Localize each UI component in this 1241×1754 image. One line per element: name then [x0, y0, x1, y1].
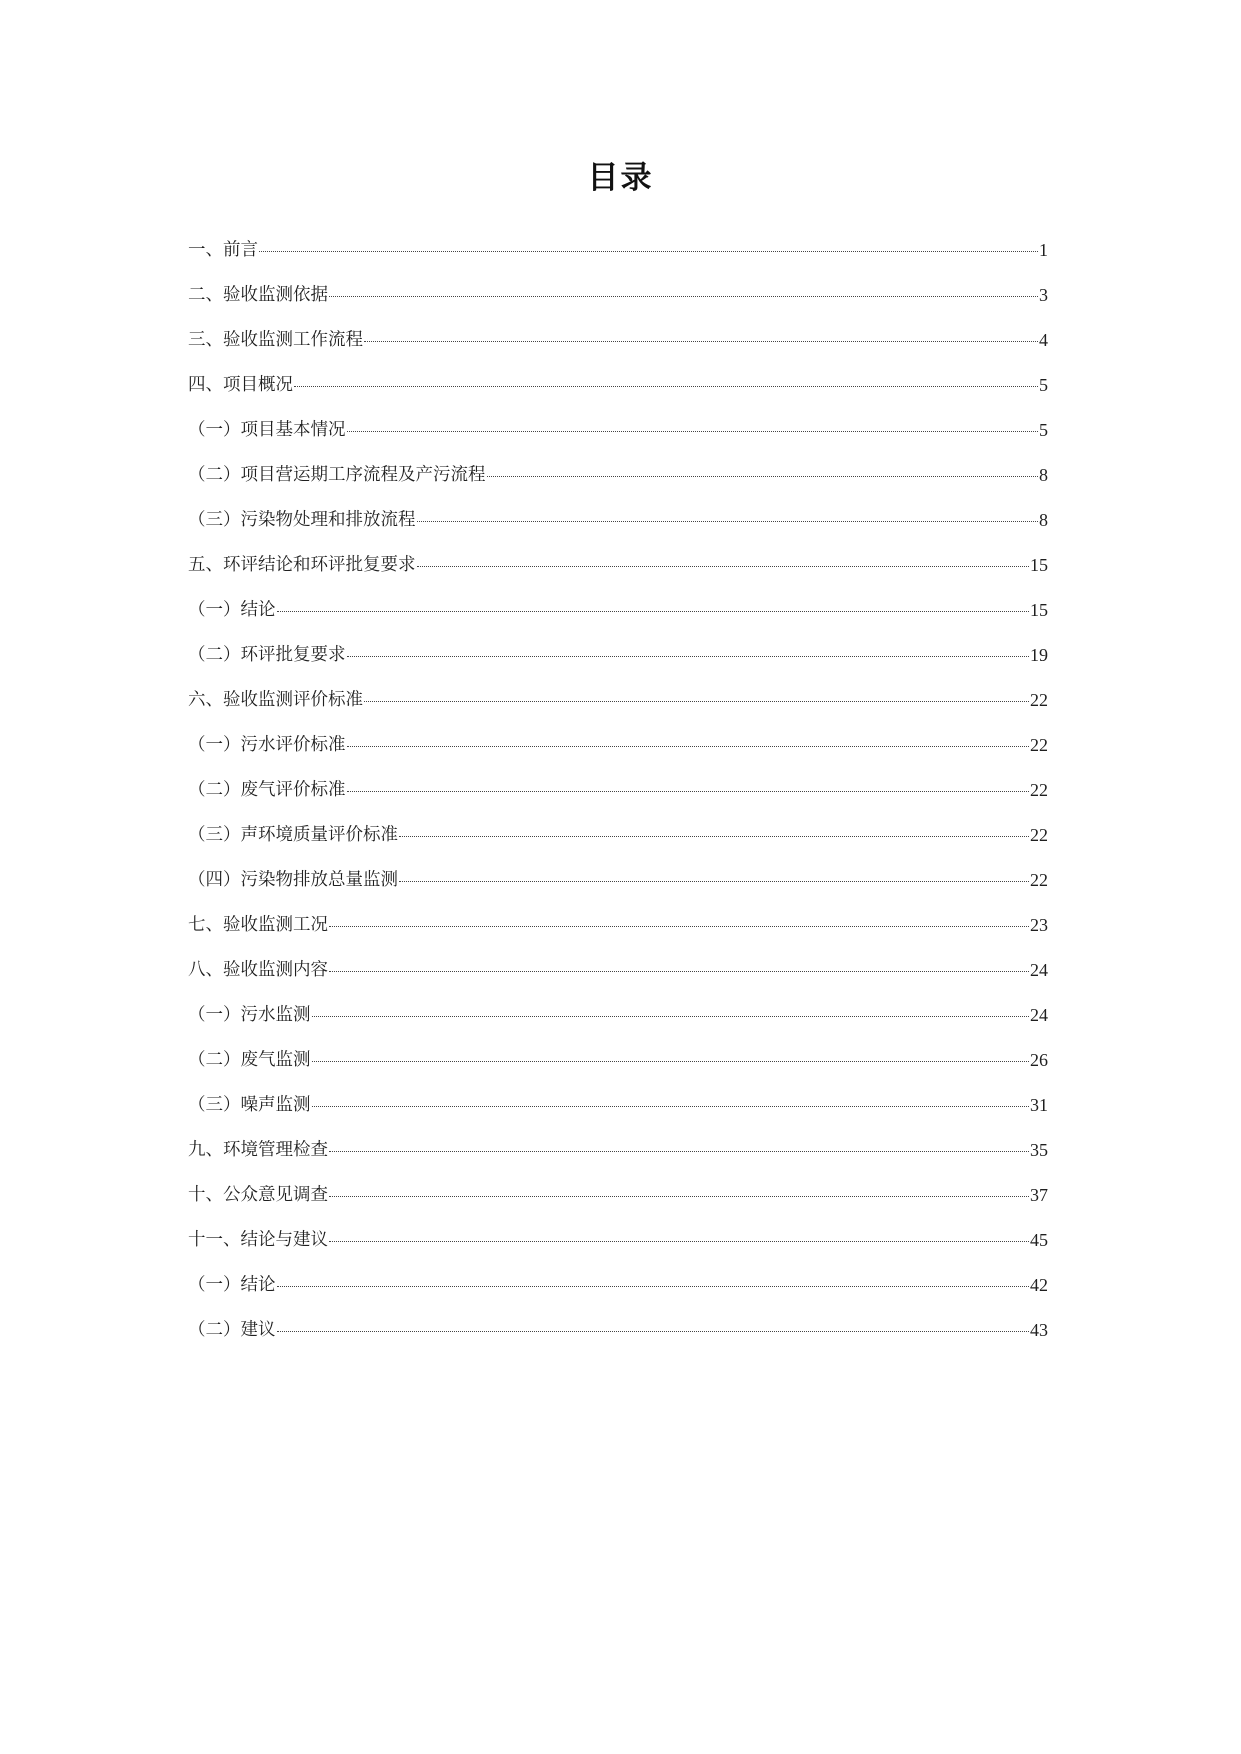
toc-entry-page-number: 4 [1039, 330, 1048, 350]
toc-entry[interactable] [188, 711, 1048, 756]
toc-entry-page-number: 8 [1039, 510, 1048, 530]
toc-dot-leader [312, 1061, 1030, 1062]
toc-entry-label: （三）污染物处理和排放流程 [188, 510, 416, 530]
toc-entry-label: 十一、结论与建议 [188, 1230, 328, 1250]
toc-entry-label: （一）污水监测 [188, 1005, 311, 1025]
toc-dot-leader [347, 746, 1030, 747]
toc-entry-page-number: 42 [1030, 1275, 1048, 1295]
toc-entry-label: 八、验收监测内容 [188, 960, 328, 980]
toc-entry[interactable] [188, 621, 1048, 666]
toc-entry-page-number: 15 [1030, 555, 1048, 575]
toc-dot-leader [364, 341, 1038, 342]
toc-entry-label: （三）声环境质量评价标准 [188, 825, 398, 845]
toc-entry-page-number: 43 [1030, 1320, 1048, 1340]
toc-entry[interactable] [188, 576, 1048, 621]
page-title: 目录 [587, 160, 654, 196]
toc-entry-label: 六、验收监测评价标准 [188, 690, 363, 710]
toc-dot-leader [294, 386, 1038, 387]
toc-entry-label: 一、前言 [188, 240, 258, 260]
toc-entry-page-number: 8 [1039, 465, 1048, 485]
toc-dot-leader [277, 1286, 1030, 1287]
toc-entry[interactable] [188, 441, 1048, 486]
toc-dot-leader [399, 881, 1029, 882]
toc-dot-leader [417, 566, 1030, 567]
toc-entry-label: （一）结论 [188, 1275, 276, 1295]
toc-entry-page-number: 15 [1030, 600, 1048, 620]
toc-entry-page-number: 22 [1030, 825, 1048, 845]
toc-entry-page-number: 22 [1030, 690, 1048, 710]
toc-entry-label: （二）建议 [188, 1320, 276, 1340]
toc-dot-leader [312, 1106, 1030, 1107]
toc-entry[interactable] [188, 846, 1048, 891]
toc-entry[interactable] [188, 1206, 1048, 1251]
toc-entry-page-number: 45 [1030, 1230, 1048, 1250]
toc-dot-leader [329, 971, 1029, 972]
toc-entry-page-number: 24 [1030, 960, 1048, 980]
toc-entry[interactable] [188, 216, 1048, 261]
toc-entry-label: （三）噪声监测 [188, 1095, 311, 1115]
toc-dot-leader [347, 656, 1030, 657]
toc-entry-label: 九、环境管理检查 [188, 1140, 328, 1160]
toc-entry[interactable] [188, 801, 1048, 846]
toc-entry-label: （四）污染物排放总量监测 [188, 870, 398, 890]
toc-dot-leader [364, 701, 1029, 702]
toc-entry-label: （一）结论 [188, 600, 276, 620]
toc-entry[interactable] [188, 981, 1048, 1026]
toc-entry-label: （二）废气评价标准 [188, 780, 346, 800]
toc-entry-page-number: 5 [1039, 420, 1048, 440]
toc-entry-page-number: 22 [1030, 870, 1048, 890]
toc-dot-leader [329, 1151, 1029, 1152]
toc-entry-page-number: 35 [1030, 1140, 1048, 1160]
toc-dot-leader [417, 521, 1039, 522]
table-of-contents [188, 216, 1048, 1341]
toc-dot-leader [399, 836, 1029, 837]
toc-entry-label: （二）废气监测 [188, 1050, 311, 1070]
toc-dot-leader [259, 251, 1038, 252]
toc-entry-label: 三、验收监测工作流程 [188, 330, 363, 350]
toc-entry-page-number: 5 [1039, 375, 1048, 395]
toc-entry-page-number: 24 [1030, 1005, 1048, 1025]
toc-entry[interactable] [188, 1026, 1048, 1071]
toc-dot-leader [329, 1196, 1029, 1197]
toc-entry[interactable] [188, 531, 1048, 576]
toc-dot-leader [312, 1016, 1030, 1017]
toc-entry-label: （二）项目营运期工序流程及产污流程 [188, 465, 486, 485]
toc-entry-label: （二）环评批复要求 [188, 645, 346, 665]
toc-entry[interactable] [188, 936, 1048, 981]
toc-dot-leader [329, 296, 1038, 297]
toc-entry[interactable] [188, 1071, 1048, 1116]
toc-entry[interactable] [188, 1251, 1048, 1296]
toc-entry-label: （一）污水评价标准 [188, 735, 346, 755]
toc-entry-page-number: 26 [1030, 1050, 1048, 1070]
toc-entry-label: 七、验收监测工况 [188, 915, 328, 935]
toc-entry-page-number: 19 [1030, 645, 1048, 665]
toc-entry[interactable] [188, 1116, 1048, 1161]
toc-dot-leader [277, 611, 1030, 612]
toc-entry-page-number: 22 [1030, 735, 1048, 755]
toc-entry[interactable] [188, 891, 1048, 936]
toc-entry-label: 五、环评结论和环评批复要求 [188, 555, 416, 575]
toc-entry-page-number: 23 [1030, 915, 1048, 935]
toc-entry[interactable] [188, 261, 1048, 306]
toc-entry-page-number: 3 [1039, 285, 1048, 305]
toc-entry[interactable] [188, 306, 1048, 351]
toc-dot-leader [487, 476, 1039, 477]
toc-entry[interactable] [188, 351, 1048, 396]
toc-entry[interactable] [188, 756, 1048, 801]
toc-entry[interactable] [188, 1161, 1048, 1206]
toc-dot-leader [329, 926, 1029, 927]
toc-entry-label: 二、验收监测依据 [188, 285, 328, 305]
toc-dot-leader [277, 1331, 1030, 1332]
toc-entry-label: 十、公众意见调查 [188, 1185, 328, 1205]
toc-entry[interactable] [188, 1296, 1048, 1341]
toc-entry-page-number: 22 [1030, 780, 1048, 800]
toc-entry-page-number: 37 [1030, 1185, 1048, 1205]
toc-entry[interactable] [188, 396, 1048, 441]
toc-entry-page-number: 31 [1030, 1095, 1048, 1115]
toc-entry[interactable] [188, 486, 1048, 531]
toc-dot-leader [329, 1241, 1029, 1242]
toc-entry[interactable] [188, 666, 1048, 711]
toc-entry-label: 四、项目概况 [188, 375, 293, 395]
toc-entry-page-number: 1 [1039, 240, 1048, 260]
toc-dot-leader [347, 431, 1039, 432]
toc-entry-label: （一）项目基本情况 [188, 420, 346, 440]
toc-dot-leader [347, 791, 1030, 792]
